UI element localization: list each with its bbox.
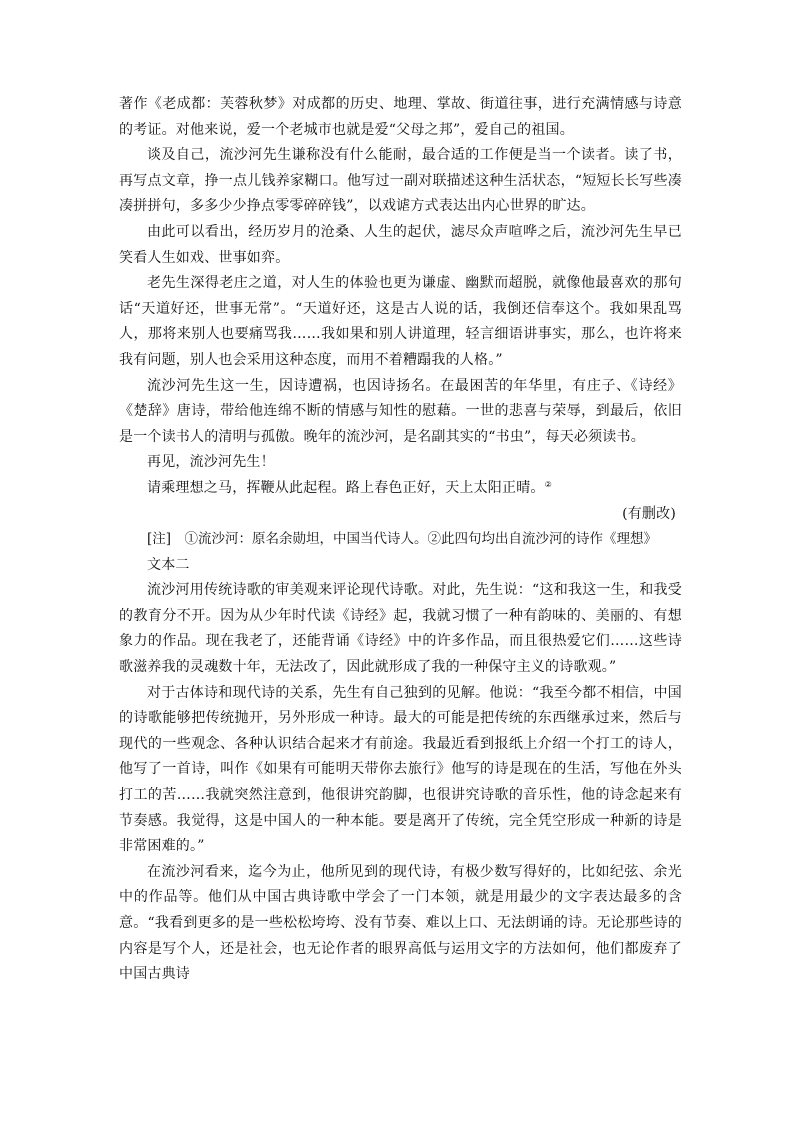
paragraph-life-view: 由此可以看出，经历岁月的沧桑、人生的起伏，滤尽众声喧哗之后，流沙河先生早已笑看人生如戏、世事如弈。: [119, 223, 682, 266]
paragraph-continued: 著作《老成都：芙蓉秋梦》对成都的历史、地理、掌故、街道往事，进行充满情感与诗意的考证。对他来说，爱一个老城市也就是爱“父母之邦”，爱自己的祖国。: [119, 96, 682, 138]
text2-paragraph-aesthetics: 流沙河用传统诗歌的审美观来评论现代诗歌。对此，先生说：“这和我这一生，和我受的教育分不开。因为从少年时代读《诗经》起，我就习惯了一种有韵味的、美丽的、有想象力的作品。现在我老了，还能背诵《诗经》中的许多作品，而且很热爱它们……这些诗歌滋养我的灵魂数十年，无法改了，因此就形成了我的一种保守主义的诗歌观。”: [119, 582, 682, 676]
annotation-note: [注] ①流沙河：原名余勋坦，中国当代诗人。②此四句均出自流沙河的诗作《理想》: [147, 531, 658, 548]
paragraph-reader: 谈及自己，流沙河先生谦称没有什么能耐，最合适的工作便是当一个读者。读了书，再写点文章，挣一点儿钱养家糊口。他写过一副对联描述这种生活状态，“短短长长写些凑凑拼拼句，多多少少挣点零零碎碎钱”，以戏谑方式表达出内心世界的旷达。: [119, 147, 682, 215]
paragraph-farewell: 再见，流沙河先生！: [147, 454, 275, 471]
footnote-mark: ②: [544, 479, 552, 489]
paragraph-poem-quote: [119, 476, 682, 502]
poem-quote-text: 请乘理想之马，挥鞭从此起程。路上春色正好，天上太阳正晴。: [147, 479, 545, 496]
text2-paragraph-modern-poetry: 在流沙河看来，迄今为止，他所见到的现代诗，有极少数写得好的，比如纪弦、余光中的作品等。他们从中国古典诗歌中学会了一门本领，就是用最少的文字表达最多的含意。“我看到更多的是一些松松垮垮、没有节奏、难以上口、无法朗诵的诗。无论那些诗的内容是写个人，还是社会，也无论作者的眼界高低与运用文字的方法如何，他们都废弃了中国古典诗: [119, 863, 682, 983]
source-note: (有删改): [622, 505, 676, 522]
document-page: [119, 92, 682, 988]
text2-heading: 文本二: [147, 556, 190, 573]
paragraph-poetry-life: 流沙河先生这一生，因诗遭祸，也因诗扬名。在最困苦的年华里，有庄子、《诗经》《楚辞》唐诗，带给他连绵不断的情感与知性的慰藉。一世的悲喜与荣辱，到最后，依旧是一个读书人的清明与孤傲。晚年的流沙河，是名副其实的“书虫”，每天必须读书。: [119, 377, 682, 445]
paragraph-laozhuang: 老先生深得老庄之道，对人生的体验也更为谦虚、幽默而超脱，就像他最喜欢的那句话“天道好还，世事无常”。“天道好还，这是古人说的话，我倒还信奉这个。我如果乱骂人，那将来别人也要痛骂我……我如果和别人讲道理，轻言细语讲事实，那么，也许将来我有问题，别人也会采用这种态度，而用不着糟蹋我的人格。”: [119, 275, 682, 368]
text2-paragraph-tradition: 对于古体诗和现代诗的关系，先生有自己独到的见解。他说：“我至今都不相信，中国的诗歌能够把传统抛开，另外形成一种诗。最大的可能是把传统的东西继承过来，然后与现代的一些观念、各种认识结合起来才有前途。我最近看到报纸上介绍一个打工的诗人，他写了一首诗，叫作《如果有可能明天带你去旅行》他写的诗是现在的生活，写他在外头打工的苦……我就突然注意到，他很讲究韵脚，也很讲究诗歌的音乐性，他的诗念起来有节奏感。我觉得，这是中国人的一种本能。要是离开了传统，完全凭空形成一种新的诗是非常困难的。”: [119, 684, 682, 855]
